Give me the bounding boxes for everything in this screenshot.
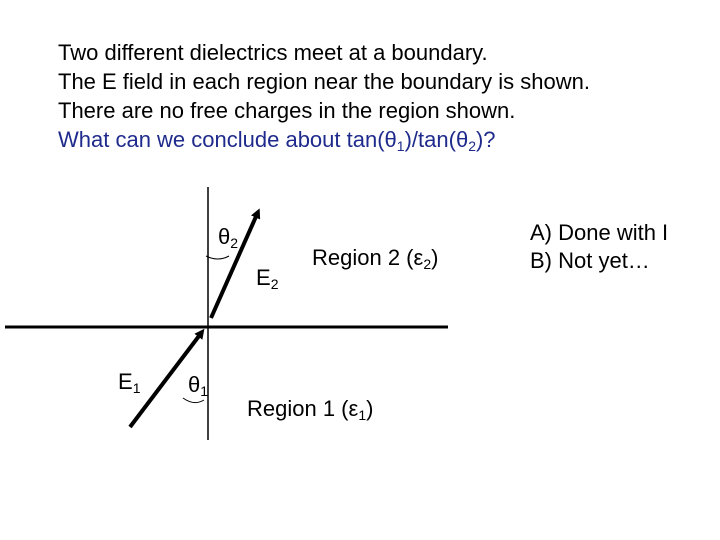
answer-option-a[interactable]: A) Done with I (530, 220, 669, 245)
theta1-label (188, 372, 208, 399)
theta1-subscript: 1 (200, 383, 209, 399)
theta1-symbol: θ (188, 372, 201, 397)
question-line-3: There are no free charges in the region shown. (58, 98, 516, 123)
theta2-label (218, 224, 238, 251)
question-line-1: Two different dielectrics meet at a boundary. (58, 40, 488, 65)
theta-subscript-2: 2 (468, 138, 476, 154)
region1-label (247, 396, 373, 423)
region2-subscript: 2 (423, 256, 432, 272)
region2-label (312, 245, 438, 272)
theta-subscript-1: 1 (396, 138, 405, 154)
question-line-4-mid: )/tan( (404, 127, 456, 152)
theta2-subscript: 2 (230, 235, 239, 251)
region1-subscript: 1 (358, 407, 367, 423)
answer-option-b[interactable]: B) Not yet… (530, 248, 650, 273)
theta-symbol: θ (384, 127, 397, 152)
epsilon-symbol: ε (348, 396, 359, 421)
epsilon-symbol: ε (413, 245, 424, 270)
region2-suffix: ) (431, 245, 439, 270)
theta2-arc (206, 256, 229, 259)
e1-letter: E (118, 369, 133, 394)
theta2-symbol: θ (218, 224, 231, 249)
e2-letter: E (256, 265, 271, 290)
region1-prefix: Region 1 ( (247, 396, 349, 421)
question-line-4-prefix: What can we conclude about tan( (58, 127, 385, 152)
theta-symbol: θ (455, 127, 469, 152)
question-line-2: The E field in each region near the boundary is shown. (58, 69, 590, 94)
e2-subscript: 2 (270, 276, 279, 292)
e2-label (256, 265, 278, 292)
e1-subscript: 1 (132, 380, 141, 396)
region1-suffix: ) (366, 396, 374, 421)
region2-prefix: Region 2 ( (312, 245, 414, 270)
question-line-4-suffix: )? (475, 127, 496, 152)
e1-label (118, 369, 140, 396)
